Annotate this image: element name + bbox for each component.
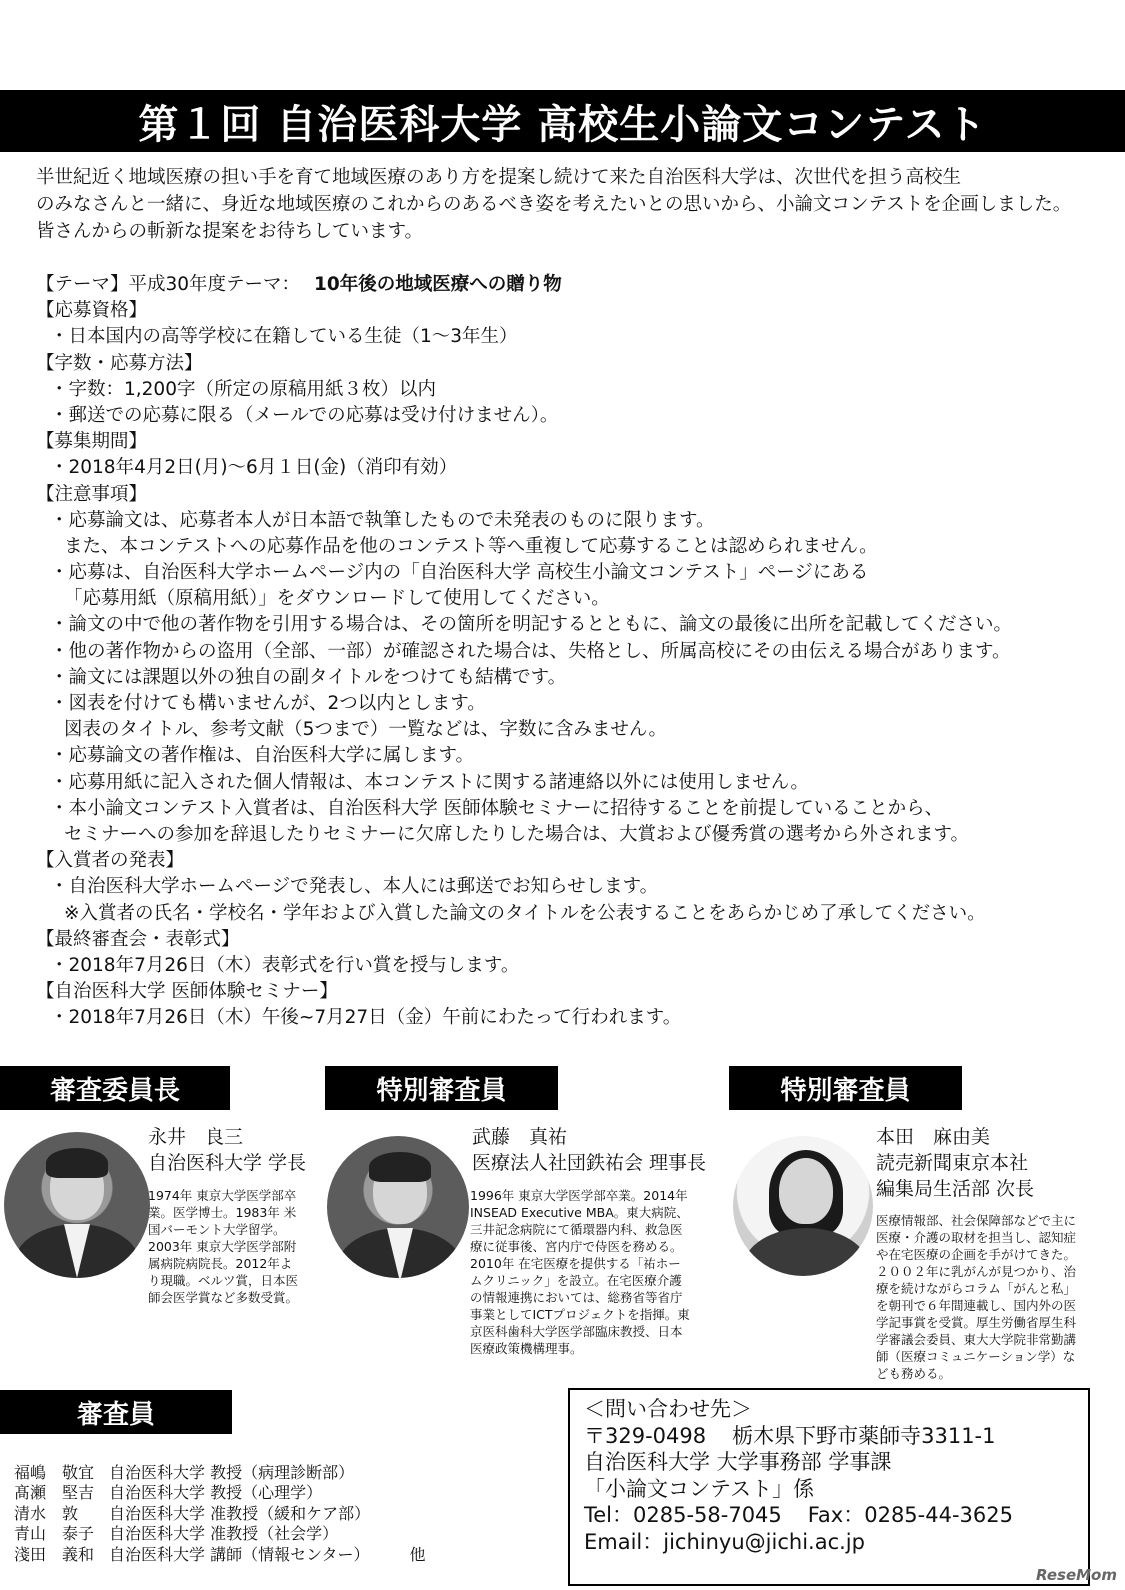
guideline-item: ※入賞者の氏名・学校名・学年および入賞した論文のタイトルを公表することをあらかじめ了承してください。 — [64, 902, 986, 924]
guideline-item: 「応募用紙（原稿用紙）」をダウンロードして使用してください。 — [64, 588, 610, 610]
portrait-nagai — [4, 1132, 150, 1278]
guideline-item: ・郵送での応募に限る（メールでの応募は受け付けません）。 — [50, 404, 559, 426]
bio-line: 2003年 東京大学医学部附 — [148, 1239, 297, 1254]
theme-value: 10年後の地域医療への贈り物 — [314, 274, 562, 295]
guideline-item: ・字数：1,200字（所定の原稿用紙３枚）以内 — [50, 378, 436, 400]
page-title: 第１回 自治医科大学 高校生小論文コンテスト — [0, 90, 1125, 152]
judge-role: 自治医科大学 准教授（緩和ケア部） — [109, 1503, 371, 1523]
contact-email-link[interactable]: Email：jichinyu@jichi.ac.jp — [584, 1529, 865, 1554]
guideline-item: ・他の著作物からの盗用（全部、一部）が確認された場合は、失格とし、所属高校にその由伝える場合があります。 — [50, 640, 1011, 662]
judge-row — [14, 1545, 425, 1565]
intro-line: 半世紀近く地域医療の担い手を育て地域医療のあり方を提案し続けて来た自治医科大学は、次世代を担う高校生 — [36, 167, 962, 188]
person-1-name: 永井 良三 — [148, 1126, 244, 1148]
judge-role: 自治医科大学 教授（病理診断部） — [109, 1463, 355, 1482]
bio-line: 京医科歯科大学医学部臨床教授、日本 — [470, 1324, 683, 1339]
contact-heading: ＜問い合わせ先＞ — [584, 1397, 752, 1421]
bio-line: り現職。ベルツ賞，日本医 — [148, 1273, 299, 1288]
section-heading: 【募集期間】 — [36, 431, 148, 453]
portrait-muto — [327, 1136, 469, 1278]
guideline-item: ・論文の中で他の著作物を引用する場合は、その箇所を明記するとともに、論文の最後に出所を記載してください。 — [50, 614, 1013, 636]
judge-role: 自治医科大学 講師（情報センター） — [109, 1544, 370, 1564]
bio-line: 三井記念病院にて循環器内科、救急医 — [470, 1222, 683, 1237]
section-heading: 【字数・応募方法】 — [36, 352, 203, 374]
person-2-name-block — [472, 1124, 706, 1176]
resemom-logo: ReseMom — [1036, 1566, 1117, 1584]
bio-line: 国バーモント大学留学。 — [148, 1222, 286, 1237]
person-3-affil-1: 読売新聞東京本社 — [876, 1152, 1029, 1174]
bio-line: を朝刊で６年間連載し、国内外の医 — [876, 1298, 1077, 1313]
guideline-item: ・2018年4月2日(月)～6月１日(金)（消印有効） — [50, 457, 458, 479]
bio-line: 療を続けながらコラム「がんと私」 — [876, 1281, 1076, 1296]
guideline-item: ・応募用紙に記入された個人情報は、本コンテストに関する諸連絡以外には使用しません。 — [50, 771, 809, 793]
guideline-item: ・2018年7月26日（木）午後~7月27日（金）午前にわたって行われます。 — [50, 1007, 682, 1029]
theme-label: 【テーマ】平成30年度テーマ： — [36, 274, 301, 295]
bio-line: 医療・介護の取材を担当し、認知症 — [876, 1230, 1077, 1245]
bio-line: 2010年 在宅医療を提供する「祐ホー — [470, 1256, 681, 1271]
contact-address: 栃木県下野市薬師寺3311-1 — [732, 1423, 996, 1448]
bio-line: 事業としてICTプロジェクトを指揮。東 — [470, 1307, 690, 1322]
intro-line: 皆さんからの斬新な提案をお待ちしています。 — [36, 221, 424, 242]
person-3-name-block — [876, 1124, 1034, 1202]
bio-line: 業。医学博士。1983年 米 — [148, 1205, 297, 1220]
bio-line: 師（医療コミュニケーション学）な — [876, 1349, 1076, 1364]
bio-line: 療に従事後、宮内庁で侍医を務める。 — [470, 1239, 683, 1254]
judge-row — [14, 1524, 425, 1544]
judge-role: 自治医科大学 准教授（社会学） — [109, 1524, 339, 1544]
judge-row — [14, 1504, 425, 1524]
chief-judge-header: 審査委員長 — [0, 1066, 230, 1110]
person-1-name-block — [148, 1124, 306, 1176]
judges-other: 他 — [409, 1544, 426, 1564]
bio-line: 医療情報部、社会保障部などで主に — [876, 1213, 1077, 1228]
guideline-item: また、本コンテストへの応募作品を他のコンテスト等へ重複して応募することは認められません。 — [64, 535, 878, 557]
person-1-affil: 自治医科大学 学長 — [148, 1152, 307, 1174]
guideline-item: ・応募は、自治医科大学ホームページ内の「自治医科大学 高校生小論文コンテスト」ページにある — [50, 562, 869, 584]
judge-name: 清水 敦 — [14, 1503, 79, 1523]
theme-line — [36, 272, 1116, 298]
judge-row — [14, 1483, 425, 1503]
contact-address-line — [584, 1423, 1088, 1450]
guideline-item: ・論文には課題以外の独自の副タイトルをつけても結構です。 — [50, 666, 567, 688]
guideline-item: ・本小論文コンテスト入賞者は、自治医科大学 医師体験セミナーに招待することを前提していることから、 — [50, 797, 944, 819]
bio-line: 医療政策機構理事。 — [470, 1341, 583, 1356]
judge-role: 自治医科大学 教授（心理学） — [109, 1483, 323, 1503]
person-2-affil: 医療法人社団鉄祐会 理事長 — [472, 1152, 707, 1174]
judge-name: 福嶋 敬宜 — [14, 1463, 95, 1482]
contact-org: 自治医科大学 大学事務部 学事課 — [584, 1450, 892, 1475]
guideline-item: ・日本国内の高等学校に在籍している生徒（1～3年生） — [50, 326, 518, 348]
section-heading: 【最終審査会・表彰式】 — [36, 928, 240, 950]
person-3-affil-2: 編集局生活部 次長 — [876, 1178, 1035, 1200]
contact-tel: Tel：0285-58-7045 — [584, 1503, 782, 1528]
bio-line: や在宅医療の企画を手がけてきた。 — [876, 1247, 1077, 1262]
bio-line: ２００２年に乳がんが見つかり、治 — [876, 1264, 1077, 1279]
guideline-item: ・2018年7月26日（木）表彰式を行い賞を授与します。 — [50, 954, 520, 976]
guidelines — [36, 272, 1116, 1031]
special-judge-header-1: 特別審査員 — [325, 1066, 558, 1110]
judges-list — [14, 1463, 425, 1565]
guideline-item: ・応募論文は、応募者本人が日本語で執筆したもので未発表のものに限ります。 — [50, 509, 715, 531]
bio-line: 学審議会委員、東大大学院非常勤講 — [876, 1332, 1077, 1347]
guideline-item: ・自治医科大学ホームページで発表し、本人には郵送でお知らせします。 — [50, 876, 659, 898]
bio-line: ムクリニック」を設立。在宅医療介護 — [470, 1273, 682, 1288]
person-2-name: 武藤 真祐 — [472, 1126, 568, 1148]
bio-line: の情報連携においては、総務省等省庁 — [470, 1290, 683, 1305]
guideline-item: 図表のタイトル、参考文献（5つまで）一覧などは、字数に含みません。 — [64, 719, 668, 741]
contact-box — [568, 1388, 1090, 1586]
section-heading: 【応募資格】 — [36, 300, 148, 322]
contact-dept: 「小論文コンテスト」係 — [584, 1476, 815, 1501]
contact-zip: 〒329-0498 — [584, 1423, 707, 1448]
special-judge-header-2: 特別審査員 — [729, 1066, 962, 1110]
judge-name: 青山 泰子 — [14, 1524, 95, 1544]
judge-name: 髙瀬 堅吉 — [14, 1483, 95, 1503]
bio-line: 1996年 東京大学医学部卒業。2014年 — [470, 1188, 688, 1203]
bio-line: 属病院病院長。2012年よ — [148, 1256, 293, 1271]
judge-name: 淺田 義和 — [14, 1544, 95, 1564]
section-heading: 【注意事項】 — [36, 483, 148, 505]
contact-phone-line — [584, 1502, 1088, 1529]
section-heading: 【自治医科大学 医師体験セミナー】 — [36, 981, 338, 1003]
guideline-item: ・応募論文の著作権は、自治医科大学に属します。 — [50, 745, 475, 767]
portrait-honda — [733, 1136, 873, 1276]
contact-fax: Fax：0285-44-3625 — [807, 1503, 1013, 1528]
section-heading: 【入賞者の発表】 — [36, 850, 185, 872]
guideline-item: セミナーへの参加を辞退したりセミナーに欠席したりした場合は、大賞および優秀賞の選考から外されます。 — [64, 823, 970, 845]
bio-line: INSEAD Executive MBA。東大病院、 — [470, 1205, 689, 1220]
person-1-bio — [148, 1187, 298, 1306]
judges-header: 審査員 — [0, 1390, 232, 1434]
bio-line: 師会医学賞など多数受賞。 — [148, 1290, 299, 1305]
person-3-bio — [876, 1212, 1076, 1382]
bio-line: 1974年 東京大学医学部卒 — [148, 1188, 297, 1203]
bio-line: ども務める。 — [876, 1366, 952, 1381]
person-2-bio — [470, 1187, 690, 1357]
guideline-item: ・図表を付けても構いませんが、2つ以内とします。 — [50, 693, 486, 714]
person-3-name: 本田 麻由美 — [876, 1126, 991, 1148]
intro-line: のみなさんと一緒に、身近な地域医療のこれからのあるべき姿を考えたいとの思いから、小論文コンテストを企画しました。 — [36, 194, 1072, 215]
bio-line: 学記事賞を受賞。厚生労働省厚生科 — [876, 1315, 1077, 1330]
intro-paragraph — [36, 164, 1096, 245]
judge-row — [14, 1463, 425, 1483]
